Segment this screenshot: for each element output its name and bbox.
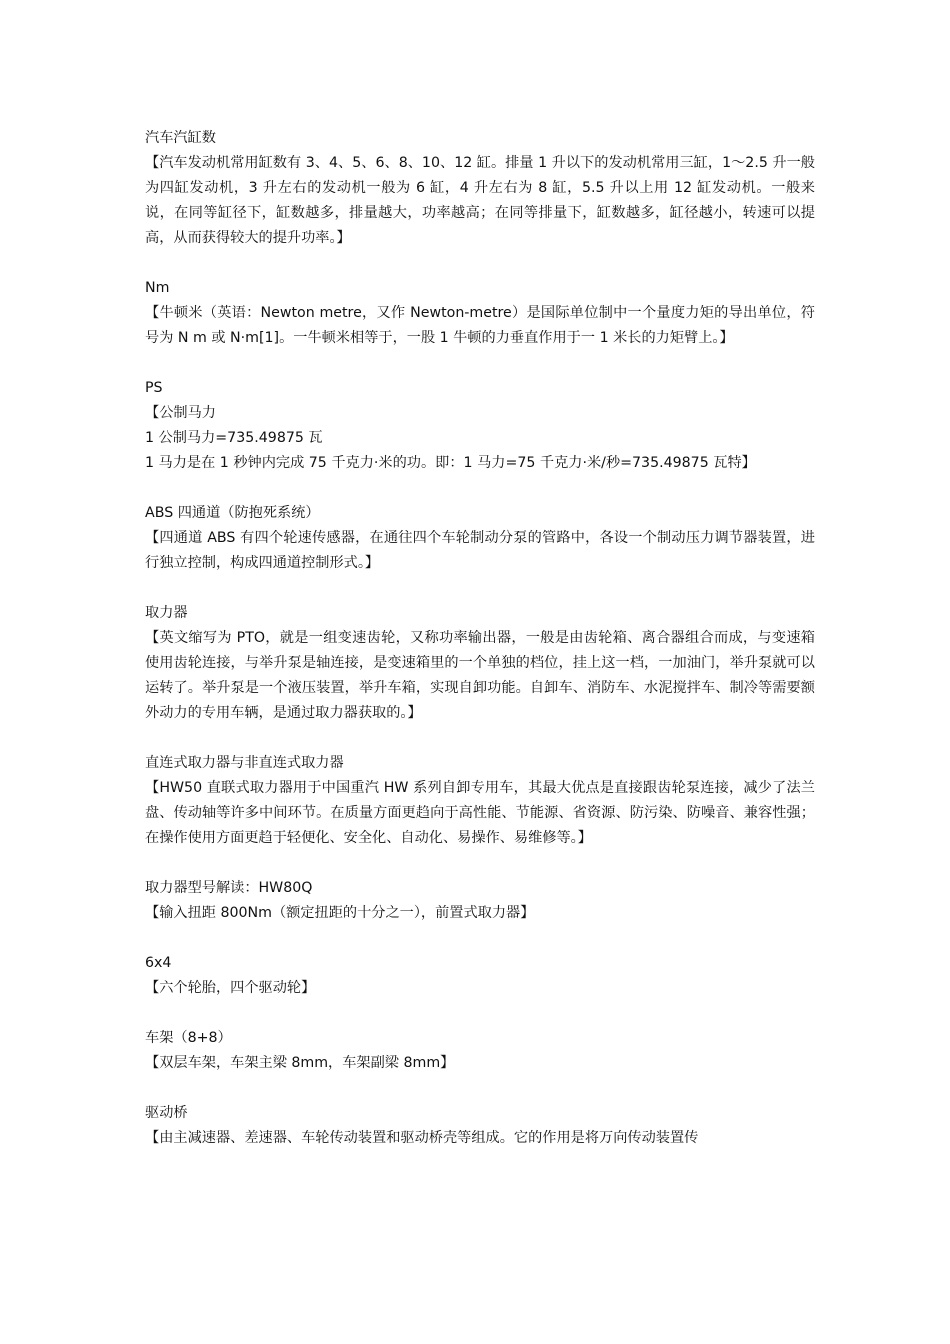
glossary-entry-frame [145,1026,815,1076]
glossary-entry-direct-pto [145,751,815,851]
term-description: 【公制马力 1 公制马力=735.49875 瓦 1 马力是在 1 秒钟内完成 75 千克力·米的功。即：1 马力=75 千克力·米/秒=735.49875 瓦特】 [145,405,756,471]
glossary-entry-drive-axle [145,1101,815,1151]
term-heading: 汽车汽缸数 [145,130,216,146]
term-heading: Nm [145,280,170,296]
term-heading: 车架（8+8） [145,1030,232,1046]
term-heading: 取力器型号解读：HW80Q [145,880,313,896]
glossary-entry-nm [145,276,815,351]
term-description: 【六个轮胎，四个驱动轮】 [145,980,316,996]
term-heading: PS [145,380,163,396]
term-heading: ABS 四通道（防抱死系统） [145,505,320,521]
term-description: 【由主减速器、差速器、车轮传动装置和驱动桥壳等组成。它的作用是将万向传动装置传 [145,1130,699,1146]
glossary-entry-cylinders [145,126,815,251]
term-description: 【英文缩写为 PTO，就是一组变速齿轮，又称功率输出器，一般是由齿轮箱、离合器组合而成，与变速箱使用齿轮连接，与举升泵是轴连接，是变速箱里的一个单独的档位，挂上这一档，一加油门，举升泵就可以运转了。举升泵是一个液压装置，举升车箱，实现自卸功能。自卸车、消防车、水泥搅拌车、制冷等需要额外动力的专用车辆，是通过取力器获取的。】 [145,630,815,721]
term-description: 【牛顿米（英语：Newton metre，又作 Newton-metre）是国际单位制中一个量度力矩的导出单位，符号为 N m 或 N·m[1]。一牛顿米相等于，一股 1 牛顿的力垂直作用于一 1 米长的力矩臂上。】 [145,305,815,346]
term-description: 【汽车发动机常用缸数有 3、4、5、6、8、10、12 缸。排量 1 升以下的发动机常用三缸，1～2.5 升一般为四缸发动机，3 升左右的发动机一般为 6 缸，4 升左右为 8 缸，5.5 升以上用 12 缸发动机。一般来说，在同等缸径下，缸数越多，排量越大，功率越高；在同等排量下，缸数越多，缸径越小，转速可以提高，从而获得较大的提升功率。】 [145,155,815,246]
term-description: 【输入扭距 800Nm（额定扭距的十分之一），前置式取力器】 [145,905,535,921]
glossary-entry-6x4 [145,951,815,1001]
document-page [145,126,815,1176]
glossary-entry-ps [145,376,815,476]
term-heading: 取力器 [145,605,188,621]
term-heading: 直连式取力器与非直连式取力器 [145,755,344,771]
glossary-entry-abs [145,501,815,576]
glossary-entry-pto [145,601,815,726]
glossary-entry-pto-model [145,876,815,926]
term-description: 【四通道 ABS 有四个轮速传感器，在通往四个车轮制动分泵的管路中，各设一个制动压力调节器装置，进行独立控制，构成四通道控制形式。】 [145,530,815,571]
term-description: 【HW50 直联式取力器用于中国重汽 HW 系列自卸专用车，其最大优点是直接跟齿轮泵连接，减少了法兰盘、传动轴等许多中间环节。在质量方面更趋向于高性能、节能源、省资源、防污染、防噪音、兼容性强；在操作使用方面更趋于轻便化、安全化、自动化、易操作、易维修等。】 [145,780,815,846]
term-description: 【双层车架，车架主梁 8mm，车架副梁 8mm】 [145,1055,455,1071]
term-heading: 驱动桥 [145,1105,188,1121]
term-heading: 6x4 [145,955,172,971]
